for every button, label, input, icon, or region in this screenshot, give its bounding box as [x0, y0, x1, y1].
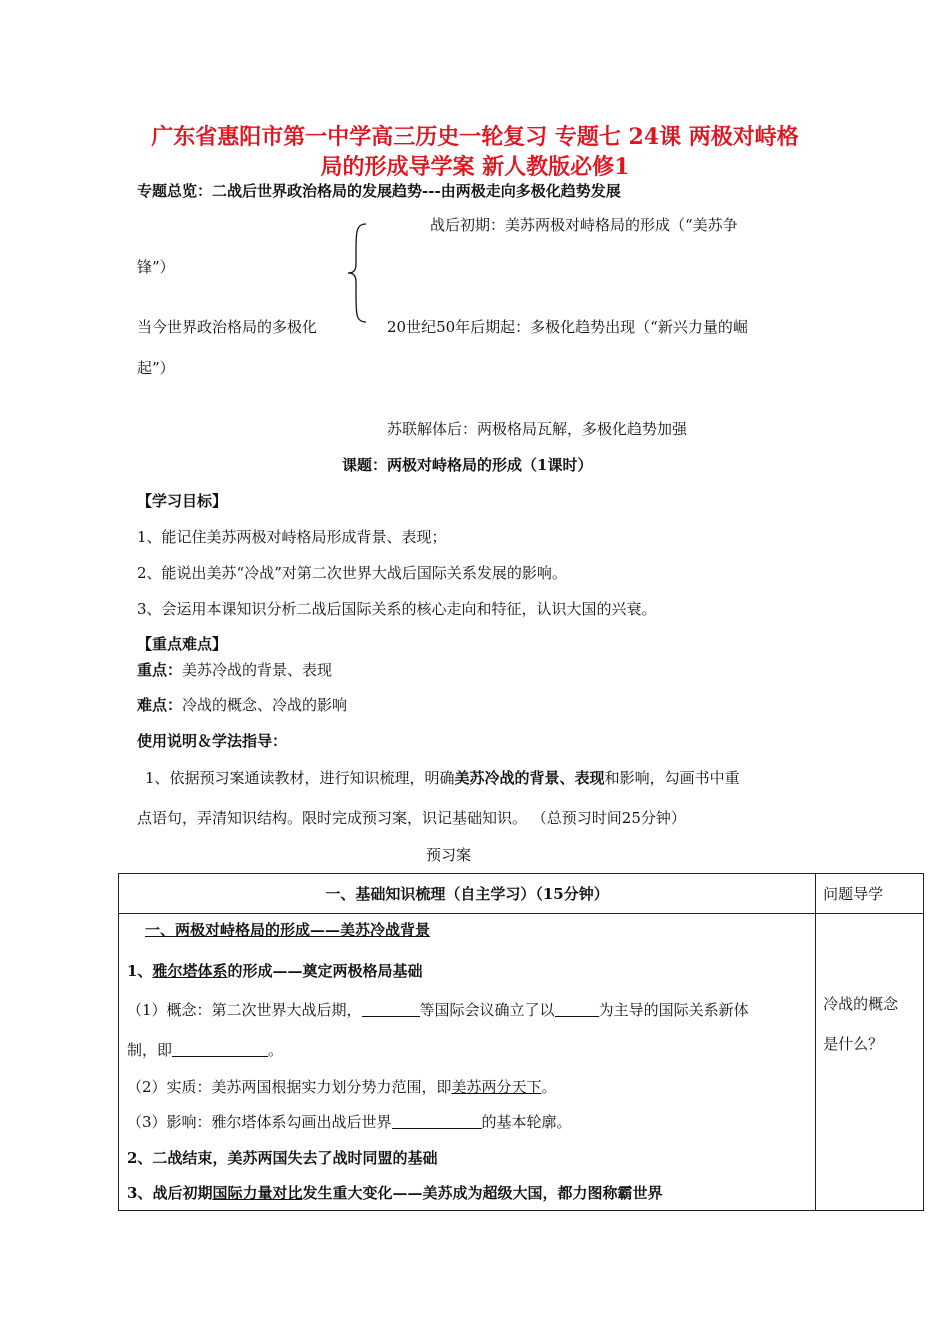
concept-line — [127, 999, 749, 1020]
essence-a: （2）实质：美苏两国根据实力划分势力范围，即 — [127, 1078, 452, 1096]
difficult-label: 难点： — [137, 696, 183, 714]
side-question-2: 是什么？ — [823, 1035, 884, 1053]
goal-item-2: 2、能说出美苏“冷战”对第二次世界大战后国际关系发展的影响。 — [137, 564, 567, 582]
item-2: 2、二战结束，美苏两国失去了战时同盟的基础 — [127, 1149, 438, 1167]
difficult-text: 冷战的概念、冷战的影响 — [182, 696, 348, 714]
overview-left: 当今世界政治格局的多极化 — [137, 318, 318, 336]
focus-text: 美苏冷战的背景、表现 — [182, 661, 333, 679]
blank-4[interactable] — [392, 1113, 482, 1129]
doc-title-line1: 广东省惠阳市第一中学高三历史一轮复习 专题七 24课 两极对峙格 — [151, 124, 799, 150]
doc-title-line2: 局的形成导学案 新人教版必修1 — [320, 154, 630, 180]
brace-icon — [346, 222, 370, 324]
essence-b: 美苏两分天下 — [451, 1078, 542, 1096]
concept-b: 等国际会议确立了以 — [419, 1001, 555, 1019]
difficult-line — [137, 694, 347, 715]
concept-line-2 — [127, 1039, 283, 1060]
table-main-cell — [119, 914, 816, 1211]
knowledge-table — [118, 873, 924, 1211]
overview-branch3: 苏联解体后：两极格局瓦解，多极化趋势加强 — [387, 420, 688, 438]
overview-text: 二战后世界政治格局的发展趋势---由两极走向多极化趋势发展 — [212, 182, 621, 200]
side-question-1: 冷战的概念 — [823, 995, 899, 1013]
table-header-side-text: 问题导学 — [823, 885, 884, 903]
item-1-num: 1、 — [127, 962, 153, 980]
blank-2[interactable] — [555, 1001, 599, 1017]
blank-3[interactable] — [172, 1041, 268, 1057]
item-1 — [127, 960, 422, 981]
blank-1[interactable] — [362, 1001, 420, 1017]
overview-branch1a: 战后初期：美苏两极对峙格局的形成（“美苏争 — [430, 216, 738, 234]
overview-branch2b: 起”） — [137, 359, 175, 377]
section-heading: 一、两极对峙格局的形成——美苏冷战背景 — [145, 921, 431, 939]
lesson-title: 课题：两极对峙格局的形成（1课时） — [342, 456, 593, 474]
essence-c: 。 — [541, 1078, 557, 1096]
item-3-rest: 发生重大变化——美苏成为超级大国，都力图称霸世界 — [302, 1184, 663, 1202]
preview-label: 预习案 — [426, 846, 472, 864]
concept-d: 制，即 — [127, 1041, 173, 1059]
item-3-period: 战后初期 — [152, 1184, 213, 1202]
item-3-num: 3、 — [127, 1184, 153, 1202]
usage-p1a: 1、依据预习案通读教材，进行知识梳理，明确 — [145, 769, 455, 787]
goals-heading: 【学习目标】 — [137, 492, 228, 510]
concept-e: 。 — [268, 1041, 284, 1059]
concept-a: （1）概念：第二次世界大战后期， — [127, 1001, 362, 1019]
table-header-side — [816, 874, 924, 914]
overview-line — [137, 180, 621, 201]
item-3 — [127, 1182, 662, 1203]
item-1-term: 雅尔塔体系 — [152, 962, 228, 980]
essence-line — [127, 1076, 557, 1097]
goal-item-1: 1、能记住美苏两极对峙格局形成背景、表现； — [137, 528, 447, 546]
table-header-main-text: 一、基础知识梳理（自主学习）（15分钟） — [325, 885, 609, 903]
overview-label: 专题总览： — [137, 182, 213, 200]
usage-p1b: 美苏冷战的背景、表现 — [454, 769, 605, 787]
impact-a: （3）影响：雅尔塔体系勾画出战后世界 — [127, 1113, 392, 1131]
overview-branch2a: 20世纪50年后期起：多极化趋势出现（“新兴力量的崛 — [387, 318, 748, 336]
impact-b: 的基本轮廓。 — [481, 1113, 572, 1131]
concept-c: 为主导的国际关系新体 — [598, 1001, 749, 1019]
table-header-main — [119, 874, 816, 914]
impact-line — [127, 1111, 572, 1132]
usage-paragraph-2: 点语句，弄清知识结构。限时完成预习案，识记基础知识。 （总预习时间25分钟） — [137, 809, 686, 827]
table-side-cell — [816, 914, 924, 1211]
usage-heading: 使用说明＆学法指导： — [137, 732, 288, 750]
focus-line — [137, 659, 332, 680]
item-3-term: 国际力量对比 — [212, 1184, 303, 1202]
key-heading: 【重点难点】 — [137, 635, 228, 653]
usage-paragraph-1 — [145, 767, 740, 788]
usage-p1c: 和影响，勾画书中重 — [604, 769, 740, 787]
overview-branch1b: 锋”） — [137, 258, 175, 276]
focus-label: 重点： — [137, 661, 183, 679]
goal-item-3: 3、会运用本课知识分析二战后国际关系的核心走向和特征，认识大国的兴衰。 — [137, 600, 657, 618]
item-1-rest: 的形成——奠定两极格局基础 — [227, 962, 423, 980]
